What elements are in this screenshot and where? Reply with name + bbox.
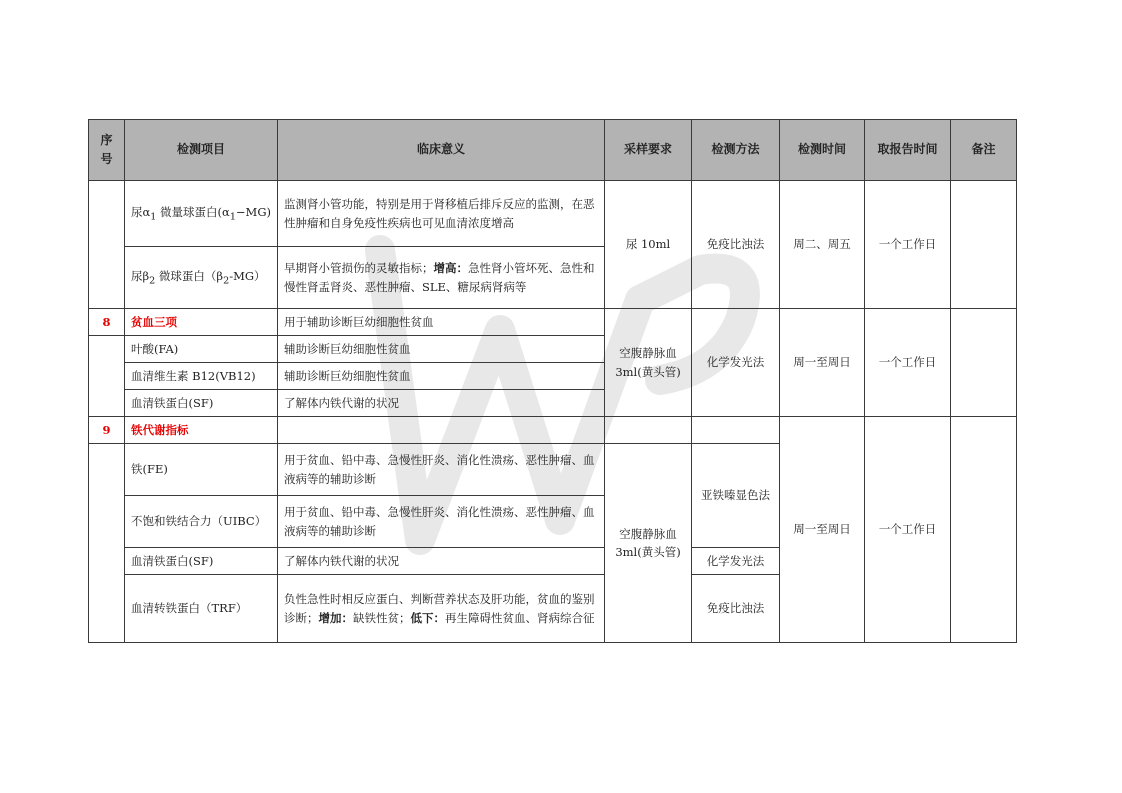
method-cell: 免疫比浊法 xyxy=(692,181,780,309)
report-cell: 一个工作日 xyxy=(865,309,951,417)
meaning-cell: 了解体内铁代谢的状况 xyxy=(278,548,605,575)
item-cell: 铁(FE) xyxy=(125,444,278,496)
method-cell: 免疫比浊法 xyxy=(692,575,780,643)
item-cell: 血清维生素 B12(VB12) xyxy=(125,363,278,390)
seq-cell-empty xyxy=(89,444,125,643)
header-item: 检测项目 xyxy=(125,120,278,181)
group-seq: 9 xyxy=(89,417,125,444)
item-cell: 血清转铁蛋白（TRF） xyxy=(125,575,278,643)
header-time: 检测时间 xyxy=(780,120,865,181)
lab-test-table xyxy=(88,119,1017,643)
item-cell: 不饱和铁结合力（UIBC） xyxy=(125,496,278,548)
meaning-cell: 用于辅助诊断巨幼细胞性贫血 xyxy=(278,309,605,336)
group-header-row xyxy=(89,417,1017,444)
report-cell: 一个工作日 xyxy=(865,181,951,309)
sample-cell: 空腹静脉血 3ml(黄头管) xyxy=(605,444,692,643)
item-cell: 叶酸(FA) xyxy=(125,336,278,363)
sample-cell: 空腹静脉血 3ml(黄头管) xyxy=(605,309,692,417)
method-cell: 亚铁嗪显色法 xyxy=(692,444,780,548)
time-cell: 周二、周五 xyxy=(780,181,865,309)
method-cell: 化学发光法 xyxy=(692,309,780,417)
group-title: 铁代谢指标 xyxy=(125,417,278,444)
seq-cell-empty xyxy=(89,336,125,417)
sample-cell: 尿 10ml xyxy=(605,181,692,309)
header-seq: 序号 xyxy=(89,120,125,181)
meaning-cell: 监测肾小管功能，特别是用于肾移植后排斥反应的监测，在恶性肿瘤和自身免疫性疾病也可见血清浓度增高 xyxy=(278,181,605,247)
header-sample: 采样要求 xyxy=(605,120,692,181)
item-cell: 血清铁蛋白(SF) xyxy=(125,548,278,575)
sample-cell-empty xyxy=(605,417,692,444)
header-method: 检测方法 xyxy=(692,120,780,181)
group-header-row xyxy=(89,309,1017,336)
meaning-cell: 用于贫血、铅中毒、急慢性肝炎、消化性溃疡、恶性肿瘤、血液病等的辅助诊断 xyxy=(278,444,605,496)
group-title: 贫血三项 xyxy=(125,309,278,336)
note-cell xyxy=(951,417,1017,643)
note-cell xyxy=(951,309,1017,417)
header-report: 取报告时间 xyxy=(865,120,951,181)
header-meaning: 临床意义 xyxy=(278,120,605,181)
meaning-cell: 辅助诊断巨幼细胞性贫血 xyxy=(278,336,605,363)
table-row xyxy=(89,181,1017,247)
note-cell xyxy=(951,181,1017,309)
meaning-cell-empty xyxy=(278,417,605,444)
meaning-cell: 了解体内铁代谢的状况 xyxy=(278,390,605,417)
header-note: 备注 xyxy=(951,120,1017,181)
meaning-cell: 负性急性时相反应蛋白、判断营养状态及肝功能，贫血的鉴别诊断；增加：缺铁性贫；低下：再生障碍性贫血、肾病综合征 xyxy=(278,575,605,643)
table-header-row xyxy=(89,120,1017,181)
method-cell-empty xyxy=(692,417,780,444)
item-cell: 尿$\alpha_1$ 微量球蛋白$(\alpha_1-MG)$ xyxy=(125,181,278,247)
meaning-cell: 早期肾小管损伤的灵敏指标；增高：急性肾小管坏死、急性和慢性肾盂肾炎、恶性肿瘤、SLE、糖尿病肾病等 xyxy=(278,247,605,309)
group-seq: 8 xyxy=(89,309,125,336)
time-cell: 周一至周日 xyxy=(780,309,865,417)
time-cell: 周一至周日 xyxy=(780,417,865,643)
method-cell: 化学发光法 xyxy=(692,548,780,575)
report-cell: 一个工作日 xyxy=(865,417,951,643)
meaning-cell: 用于贫血、铅中毒、急慢性肝炎、消化性溃疡、恶性肿瘤、血液病等的辅助诊断 xyxy=(278,496,605,548)
seq-cell-empty xyxy=(89,181,125,309)
item-cell: 尿$\beta_2$ 微球蛋白$(\beta_2-MG)$ xyxy=(125,247,278,309)
item-cell: 血清铁蛋白(SF) xyxy=(125,390,278,417)
meaning-cell: 辅助诊断巨幼细胞性贫血 xyxy=(278,363,605,390)
